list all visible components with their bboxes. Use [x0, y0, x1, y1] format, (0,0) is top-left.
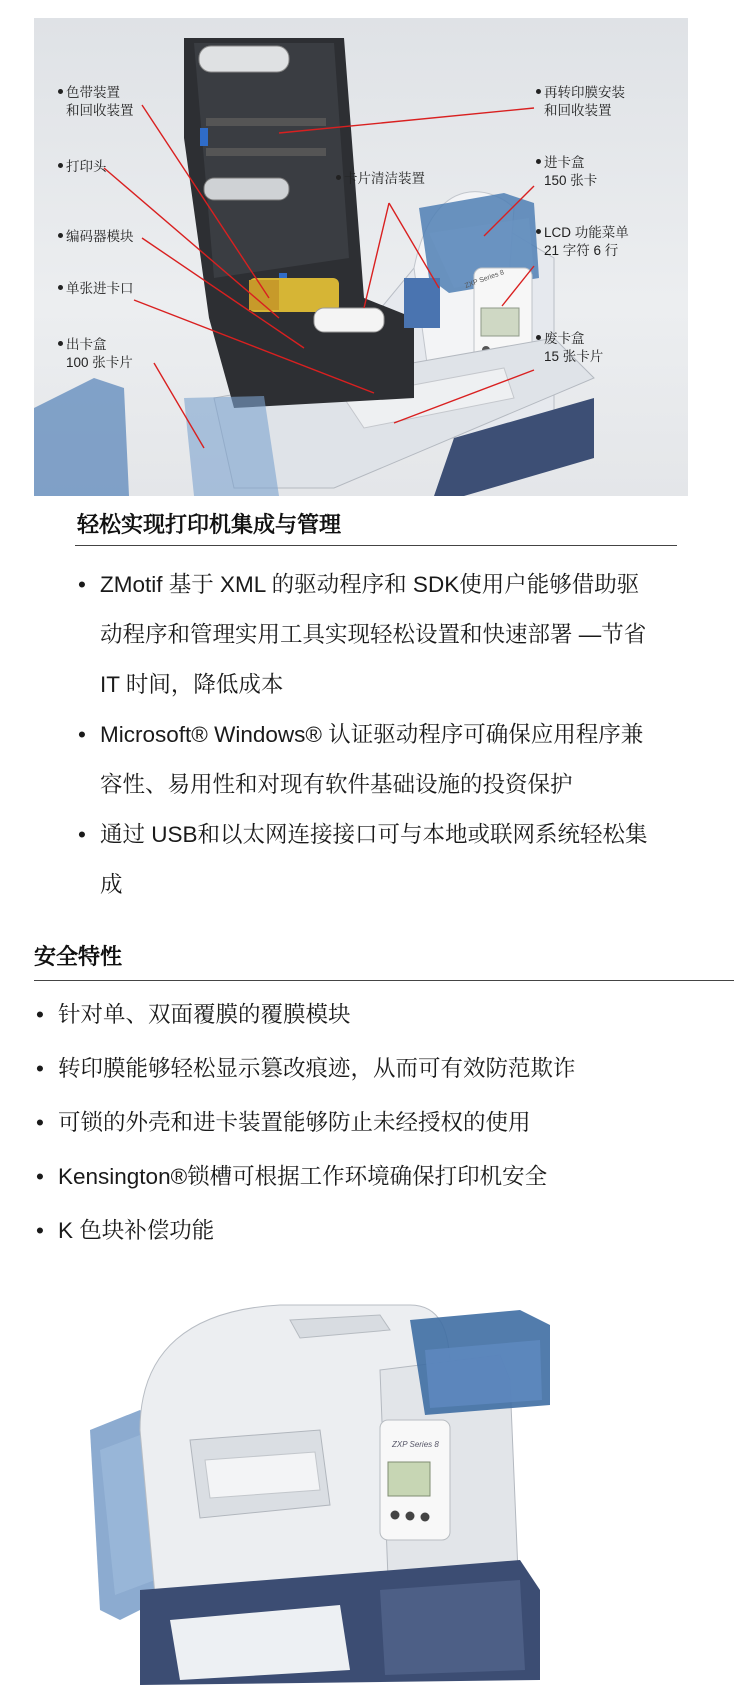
callout-ribbon: 色带装置 和回收装置	[58, 84, 134, 120]
list-item: • 通过 USB和以太网连接接口可与本地或联网系统轻松集 成	[100, 810, 720, 910]
callout-single-feed: 单张进卡口	[58, 280, 134, 298]
printer-illustration	[80, 1290, 640, 1690]
printer-product-photo	[80, 1290, 640, 1690]
section1-divider	[75, 545, 677, 546]
list-item: • 可锁的外壳和进卡装置能够防止未经授权的使用	[58, 1096, 718, 1150]
output-hopper	[34, 378, 129, 496]
callout-reject-bin: 废卡盒 15 张卡片	[536, 330, 603, 366]
section1-list	[100, 560, 720, 910]
printer-model-label: ZXP Series 8	[392, 1440, 439, 1449]
callout-output-hopper: 出卡盒 100 张卡片	[58, 336, 133, 372]
list-item: • 针对单、双面覆膜的覆膜模块	[58, 988, 718, 1042]
callout-encoder: 编码器模块	[58, 228, 134, 246]
section2-list	[58, 988, 718, 1258]
list-item: • ZMotif 基于 XML 的驱动程序和 SDK使用户能够借助驱 动程序和管理实用工具实现轻松设置和快速部署 —节省 IT 时间，降低成本	[100, 560, 720, 710]
callout-input-hopper: 进卡盒 150 张卡	[536, 154, 597, 190]
section1-title: 轻松实现打印机集成与管理	[77, 512, 342, 537]
diagram-brand-text: ZXP Series 8	[464, 269, 506, 290]
callout-cleaning: 卡片清洁装置	[336, 170, 425, 188]
callout-transfer-film: 再转印膜安装 和回收装置	[536, 84, 625, 120]
list-item: • K 色块补偿功能	[58, 1204, 718, 1258]
callout-lcd-menu: LCD 功能菜单 21 字符 6 行	[536, 224, 629, 260]
section2-title: 安全特性	[34, 944, 123, 969]
list-item: • Kensington®锁槽可根据工作环境确保打印机安全	[58, 1150, 718, 1204]
callout-printhead: 打印头	[58, 158, 107, 176]
list-item: • Microsoft® Windows® 认证驱动程序可确保应用程序兼 容性、易用性和对现有软件基础设施的投资保护	[100, 710, 720, 810]
list-item: • 转印膜能够轻松显示篡改痕迹，从而可有效防范欺诈	[58, 1042, 718, 1096]
printer-diagram	[34, 18, 688, 496]
section2-divider	[34, 980, 734, 981]
